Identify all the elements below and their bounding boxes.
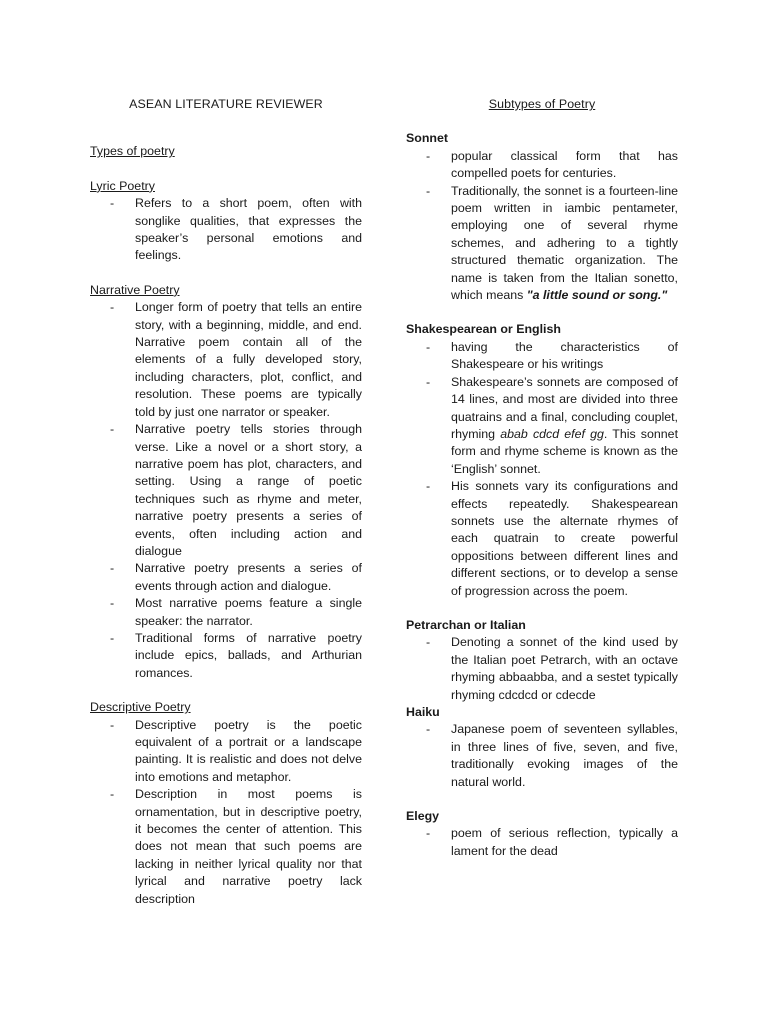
list-item-text: Most narrative poems feature a single speaker: the narrator.: [135, 596, 362, 628]
document-title: ASEAN LITERATURE REVIEWER: [129, 97, 323, 111]
sonnet-meaning-quote: "a little sound or song.": [526, 288, 668, 303]
list-item-text: Japanese poem of seventeen syllables, in three lines of five, seven, and five, traditionally evoking images of the natural world.: [451, 722, 678, 789]
list-item: [90, 195, 362, 265]
bullet-dash: -: [426, 826, 431, 841]
list-item: [406, 183, 678, 305]
list-item-text: Descriptive poetry is the poetic equivalent of a portrait or a landscape painting. It is realistic and does not delve into emotions and metaphor.: [135, 717, 362, 784]
list-item-text: Traditionally, the sonnet is a fourteen-line poem written in iambic pentameter, employing one of several rhyme schemes, and adhering to a tightly structured thematic organization. The name is taken from the Italian sonetto, which means: [451, 183, 678, 303]
bullet-dash: -: [110, 630, 115, 645]
petrarchan-title: Petrarchan or Italian: [406, 617, 526, 632]
list-item: [90, 786, 362, 908]
subtypes-title: Subtypes of Poetry: [488, 97, 596, 111]
list-item-text: Traditional forms of narrative poetry include epics, ballads, and Arthurian romances.: [135, 630, 362, 680]
list-item-text: Shakespeare’s sonnets are composed of 14 lines, and most are divided into three quatrains and a final, concluding couplet, rhyming: [451, 374, 678, 441]
list-item: [90, 595, 362, 630]
list-item: [406, 825, 678, 860]
list-item-text: Description in most poems is ornamentation, but in descriptive poetry, it becomes the center of attention. This does not mean that such poems are lacking in neither lyrical quality nor that lyrical and narrative poetry lack description: [135, 787, 362, 906]
narrative-list: [90, 299, 362, 682]
sonnet-list: [406, 148, 678, 305]
bullet-dash: -: [110, 717, 115, 732]
bullet-dash: -: [110, 196, 115, 211]
list-item-text: . This sonnet form and rhyme scheme is known as the ‘English’ sonnet.: [451, 426, 679, 476]
list-item: [406, 478, 678, 600]
bullet-dash: -: [426, 148, 431, 163]
bullet-dash: -: [426, 635, 431, 650]
petrarchan-list: [406, 634, 678, 704]
left-column: [90, 96, 362, 908]
types-heading: Types of poetry: [90, 144, 175, 159]
list-item-text: Narrative poetry presents a series of events through action and dialogue.: [135, 561, 362, 593]
bullet-dash: -: [110, 561, 115, 576]
bullet-dash: -: [426, 183, 431, 198]
list-item: [406, 634, 678, 704]
list-item: [90, 630, 362, 682]
bullet-dash: -: [110, 300, 115, 315]
list-item: [90, 299, 362, 421]
elegy-list: [406, 825, 678, 860]
list-item-text: His sonnets vary its configurations and effects repeatedly. Shakespearean sonnets use the alternate rhymes of each quatrain to create powerful oppositions between different lines and different sections, or to develop a sense of progression across the poem.: [451, 479, 678, 598]
list-item: [90, 717, 362, 787]
list-item-text: Refers to a short poem, often with songlike qualities, that expresses the speaker’s personal emotions and feelings.: [135, 196, 362, 263]
sonnet-section: [406, 130, 678, 304]
bullet-dash: -: [426, 374, 431, 389]
haiku-section: [406, 704, 678, 791]
lyric-poetry-section: [90, 178, 362, 265]
shakespearean-title: Shakespearean or English: [406, 322, 561, 337]
list-item: [90, 421, 362, 560]
right-column: [406, 96, 678, 860]
bullet-dash: -: [426, 722, 431, 737]
haiku-list: [406, 721, 678, 791]
bullet-dash: -: [426, 479, 431, 494]
bullet-dash: -: [426, 339, 431, 354]
petrarchan-section: [406, 617, 678, 704]
sonnet-title: Sonnet: [406, 131, 448, 146]
elegy-title: Elegy: [406, 809, 440, 824]
list-item-text: Narrative poetry tells stories through verse. Like a novel or a short story, a narrative poem has plot, characters, and setting. Using a range of poetic techniques such as rhyme and meter, narrative poetry presents a series of events, often including action and dialogue: [135, 422, 362, 558]
narrative-poetry-section: [90, 282, 362, 682]
descriptive-list: [90, 717, 362, 908]
descriptive-poetry-section: [90, 699, 362, 908]
lyric-list: [90, 195, 362, 265]
list-item-text: poem of serious reflection, typically a lament for the dead: [451, 826, 678, 858]
list-item-text: Longer form of poetry that tells an entire story, with a beginning, middle, and end. Narrative poem contain all of the elements of a fully developed story, including characters, plot, conflict, and resolution. These poems are typically told by just one narrator or speaker.: [135, 300, 362, 419]
narrative-poetry-title: Narrative Poetry: [90, 282, 180, 297]
list-item: [406, 374, 678, 478]
list-item-text: Denoting a sonnet of the kind used by the Italian poet Petrarch, with an octave rhyming abbaabba, and a sestet typically rhyming cdcdcd or cdecde: [451, 635, 678, 702]
shakespearean-list: [406, 339, 678, 600]
lyric-poetry-title: Lyric Poetry: [90, 178, 155, 193]
bullet-dash: -: [110, 596, 115, 611]
descriptive-poetry-title: Descriptive Poetry: [90, 700, 191, 715]
list-item-text: popular classical form that has compelled poets for centuries.: [451, 148, 678, 181]
types-of-poetry-section: [90, 143, 362, 160]
shakespearean-section: [406, 321, 678, 600]
bullet-dash: -: [110, 787, 115, 802]
list-item: [406, 148, 678, 183]
haiku-title: Haiku: [406, 705, 440, 719]
list-item: [90, 560, 362, 595]
list-item: [406, 721, 678, 791]
elegy-section: [406, 808, 678, 860]
bullet-dash: -: [110, 422, 115, 437]
list-item-text: having the characteristics of Shakespeare or his writings: [451, 339, 678, 372]
rhyme-scheme: abab cdcd efef gg: [500, 426, 604, 441]
list-item: [406, 339, 678, 374]
